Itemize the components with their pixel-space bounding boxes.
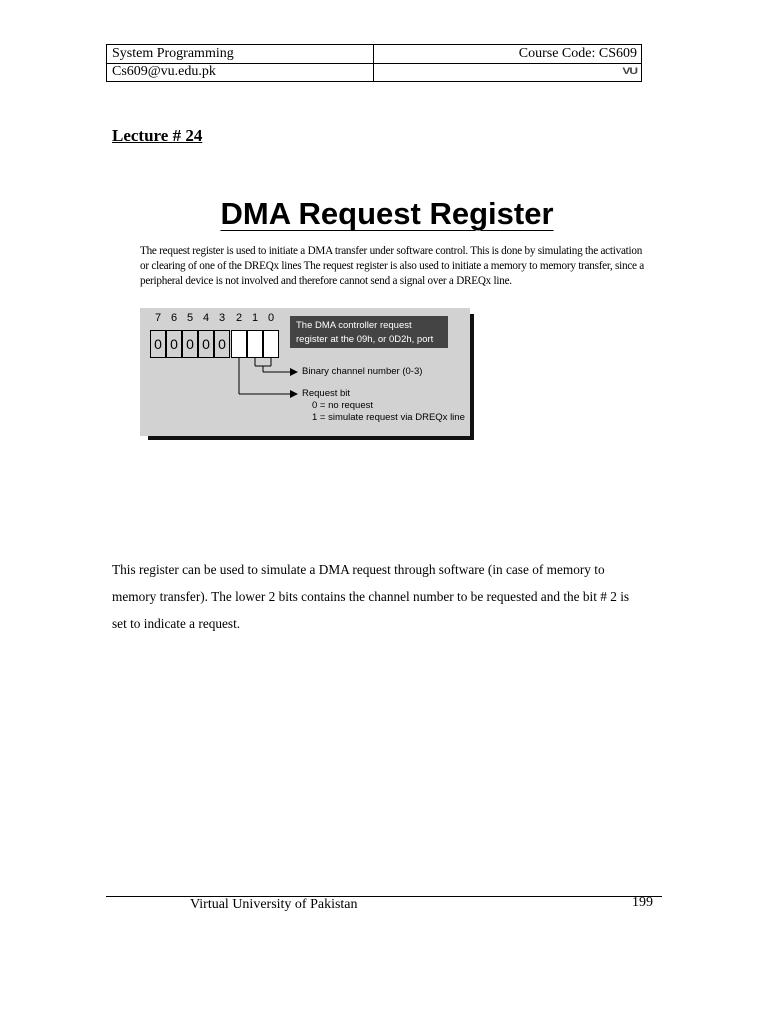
request-option-0: 0 = no request [312, 400, 374, 411]
header-row-2 [107, 63, 641, 81]
page-number: 199 [632, 895, 653, 910]
bit-cell: 0 [198, 330, 214, 358]
header-row-1 [107, 45, 641, 64]
bit-number: 2 [235, 312, 243, 324]
controller-note: The DMA controller request register at the 09h, or 0D2h, port [290, 316, 448, 348]
slide-figure [140, 196, 650, 423]
bit-number: 4 [202, 312, 210, 324]
bit-cell: 0 [150, 330, 166, 358]
footer-institution: Virtual University of Pakistan [190, 897, 358, 912]
lecture-title: Lecture # 24 [112, 126, 203, 145]
bit-number: 3 [218, 312, 226, 324]
bit-cell: 0 [214, 330, 230, 358]
bit-number: 6 [170, 312, 178, 324]
bit-number: 0 [267, 312, 275, 324]
header-divider [373, 45, 374, 81]
bit-cell: 0 [182, 330, 198, 358]
vu-logo: VU [622, 65, 637, 77]
bit-number: 7 [154, 312, 162, 324]
slide-description: The request register is used to initiate a DMA transfer under software control. This is done by simulating the activation or clearing of one of the DREQx lines The request register is also used to initiate a memory to memory transfer, since a peripheral device is not involved and therefore cannot send a signal over a DREQx line. [140, 245, 645, 287]
channel-label: Binary channel number (0-3) [302, 366, 423, 377]
request-option-1: 1 = simulate request via DREQx line [312, 412, 465, 423]
body-paragraph: This register can be used to simulate a DMA request through software (in case of memory to memory transfer). The lower 2 bits contains the channel number to be requested and the bit # 2 is set to indicate a request. [112, 562, 630, 631]
bit-number: 5 [186, 312, 194, 324]
bit-cell: 0 [166, 330, 182, 358]
header-table [106, 44, 642, 82]
course-code: Course Code: CS609 [518, 46, 637, 61]
course-name: System Programming [112, 46, 234, 61]
request-bit-label: Request bit [302, 388, 351, 399]
register-diagram [140, 308, 470, 436]
course-email: Cs609@vu.edu.pk [112, 64, 216, 79]
slide-title: DMA Request Register [220, 196, 554, 231]
bit-number: 1 [251, 312, 259, 324]
